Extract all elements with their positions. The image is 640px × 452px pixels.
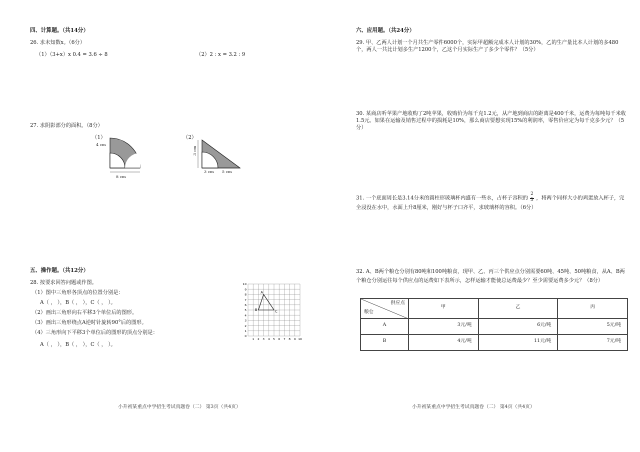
- corner-top-label: 供应点: [390, 301, 405, 306]
- cell-b-bing: 7元/吨: [558, 335, 628, 351]
- grid-y-label: 2: [244, 323, 247, 328]
- grid-y-label: 5: [244, 308, 247, 313]
- table-header-row: [361, 299, 628, 319]
- q31-fraction-numerator: 2: [530, 192, 534, 197]
- q30: 30. 某商店听苹果产地收购了2吨苹果，收购价为每千克1.2元，从产地到商店的距离是400千米，运费为每吨每千米收1.5元。如果在运输及销售过程中的损耗是10%，那么商店要想实现15%的利润率，零售价应定为每千克多少元？（5分）: [356, 111, 626, 132]
- q28-part3: （3）画出三角形绕点A逆时针旋转90°后的图形。: [32, 320, 147, 326]
- grid-y-label: 3: [244, 318, 247, 323]
- freight-cost-table: [360, 298, 628, 351]
- grid-x-label: 1: [252, 337, 255, 341]
- q28-part2: （2）画出三角形向右平移3个单位后的图形。: [32, 310, 138, 316]
- q32: 32. A、B两个粮仓分别有80吨和100吨粮食，现甲、乙、丙三个供应点分别需要60吨、45吨、50吨粮食，从A、B两个粮仓分别运往每个供应点的运费如下表所示，怎样运输才能使总运费最少？至少需要运费多少元？（8分）: [356, 269, 625, 285]
- section4-title: 四、计算题。（共14分）: [30, 28, 89, 34]
- row-header-a: A: [361, 319, 409, 335]
- row-header-b: B: [361, 335, 409, 351]
- q28-part4-fill: A（ ， ），B（ ， ），C（ ， ）。: [40, 342, 116, 348]
- fig2-dim-height: 3 cm: [192, 145, 198, 156]
- q26-title: 26. 求未知数x。（6分）: [30, 40, 86, 46]
- col-header-yi: 乙: [478, 299, 558, 319]
- grid-y-label: 10: [242, 282, 247, 287]
- q31-text-a: 31. 一个底面周长是3.14分米的圆柱形玻璃杯内盛有一些水，占杯子容积的: [356, 195, 528, 202]
- q27-part1-label: （1）: [92, 135, 106, 141]
- q27-title: 27. 求阴影部分的面积。（8分）: [30, 123, 103, 129]
- point-b-label: B: [254, 308, 258, 312]
- cell-a-jia: 3元/吨: [409, 319, 479, 335]
- cell-b-yi: 11元/吨: [478, 335, 558, 351]
- section5-title: 五、操作题。（共12分）: [30, 268, 89, 274]
- corner-bottom-label: 粮仓: [364, 309, 374, 315]
- cell-a-yi: 6元/吨: [478, 319, 558, 335]
- q27-part2-label: （2）: [183, 135, 197, 141]
- table-corner-cell: [361, 299, 409, 319]
- point-a-label: A: [260, 290, 263, 295]
- grid-triangle: [258, 294, 274, 310]
- grid-x-label: 9: [293, 337, 296, 341]
- grid-x-label: 2: [257, 337, 260, 341]
- cell-a-bing: 5元/吨: [558, 319, 628, 335]
- q26-part2: （2）2 : x = 3.2 : 9: [196, 52, 246, 58]
- grid-x-label: 5: [273, 337, 275, 341]
- grid-y-label: 0: [244, 334, 247, 339]
- q31-fraction-denominator: 3: [530, 197, 534, 203]
- fig1-dim-base: 8 cm: [116, 174, 126, 179]
- q31-text-b: ，将两个同样大小的鸡蛋放入杯子，完全浸没在水中，水面上升8厘米，刚好与杯子口齐平，求玻璃杯的容积。（6分）: [356, 195, 625, 211]
- q29: 29. 甲、乙两人计划一个月共生产零件6000个，实际甲超额完成本人计划的30%，乙的生产量比本人计划的多480个，两人一共比计划多生产1200个，乙这个月实际生产了多少个零件？（5分）: [356, 40, 619, 54]
- q31: [356, 193, 628, 213]
- grid-x-label: 4: [267, 337, 270, 341]
- grid-y-label: 9: [244, 287, 247, 292]
- fig2-dim-base2: 5 cm: [222, 169, 232, 174]
- fig2-dim-base1: 3 cm: [204, 169, 214, 174]
- grid-x-label: 7: [283, 337, 286, 341]
- q28-part4: （4）三角形向下平移3个单位后的图形的顶点分别是：: [32, 330, 158, 336]
- grid-y-label: 6: [244, 303, 247, 307]
- grid-x-label: 6: [278, 337, 281, 341]
- grid-y-label: 1: [244, 329, 247, 333]
- q26-part1: （1）（3+x）x 0.4 = 3.6 ÷ 8: [36, 52, 108, 58]
- q28-title: 28. 按要求回答问题或作图。: [30, 280, 97, 286]
- grid-x-label: 8: [288, 337, 291, 341]
- coordinate-grid: [240, 280, 312, 342]
- grid-y-label: 4: [244, 313, 247, 318]
- q28-part1: （1）图中三角形各顶点的位置分别是：: [32, 290, 124, 296]
- grid-x-label: 10: [298, 337, 302, 341]
- q31-fraction: [530, 193, 535, 203]
- right-page: [320, 0, 640, 452]
- table-row: [361, 335, 628, 351]
- col-header-bing: 丙: [558, 299, 628, 319]
- table-row: [361, 319, 628, 335]
- grid-x-label: 3: [262, 337, 265, 341]
- cell-b-jia: 4元/吨: [409, 335, 479, 351]
- point-c-label: C: [275, 309, 278, 314]
- section6-title: 六、应用题。（共24分）: [356, 28, 415, 34]
- col-header-jia: 甲: [409, 299, 479, 319]
- fig1-dim-side: 4 cm: [96, 142, 106, 147]
- shaded-figure-1: [100, 134, 150, 176]
- left-footer: 小升初某重点中学招生考试真题卷（二） 第3页（共4页）: [118, 405, 241, 410]
- right-footer: 小升初某重点中学招生考试真题卷（二） 第4页（共4页）: [412, 405, 535, 410]
- q28-part1-fill: A（ ， ），B（ ， ），C（ ， ）。: [40, 300, 116, 306]
- grid-y-label: 7: [244, 297, 247, 302]
- grid-y-label: 8: [244, 292, 247, 297]
